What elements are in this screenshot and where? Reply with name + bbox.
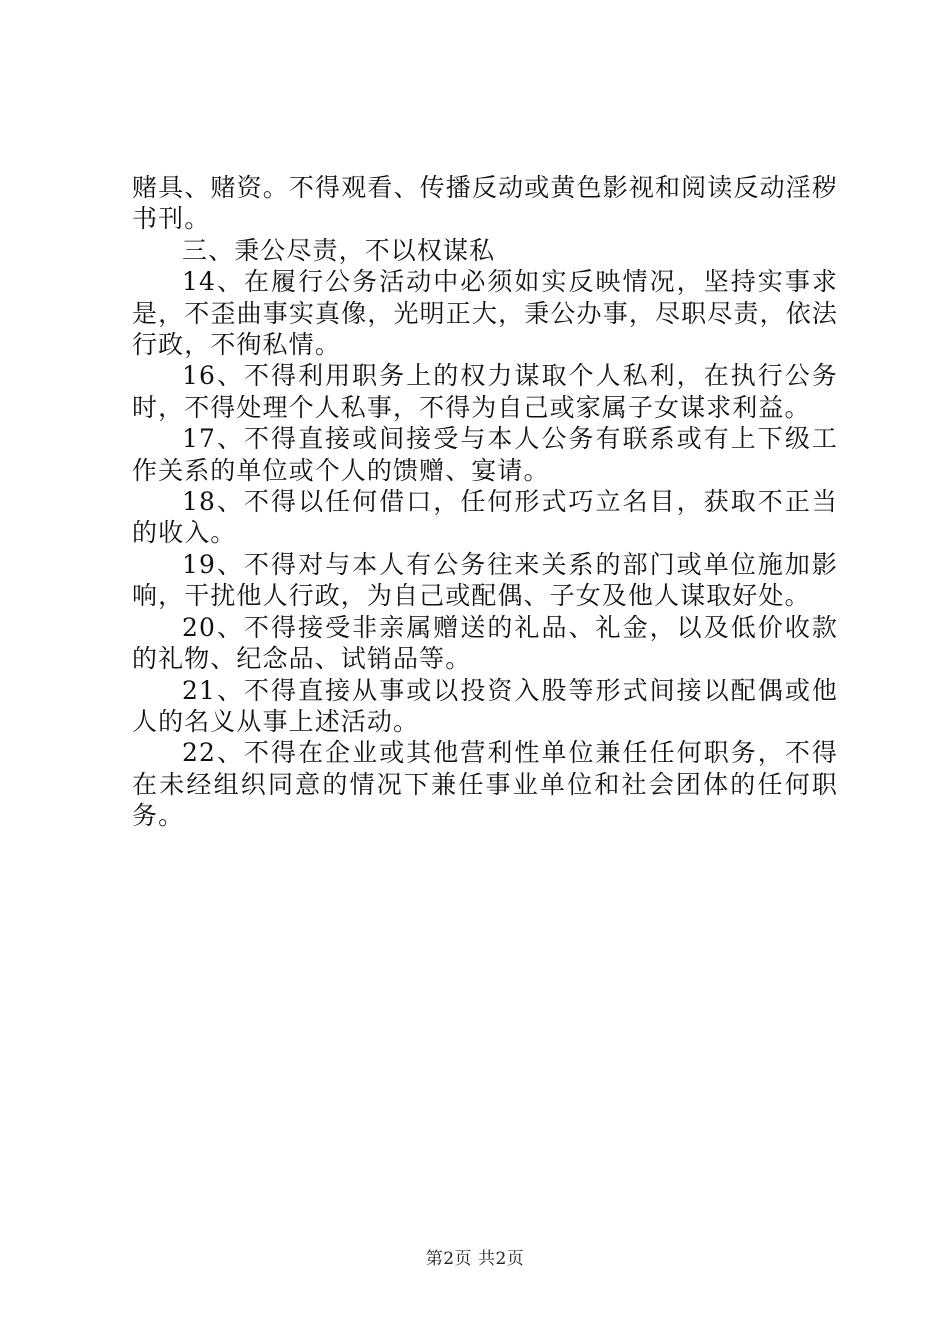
document-body — [132, 172, 838, 832]
rule-item-22: 22、不得在企业或其他营利性单位兼任任何职务，不得在未经组织同意的情况下兼任事业单位和社会团体的任何职务。 — [132, 738, 838, 831]
rule-item-21: 21、不得直接从事或以投资入股等形式间接以配偶或他人的名义从事上述活动。 — [132, 675, 838, 736]
rule-item-18: 18、不得以任何借口，任何形式巧立名目，获取不正当的收入。 — [132, 487, 838, 548]
page-footer — [0, 1244, 950, 1269]
rule-item-17: 17、不得直接或间接受与本人公务有联系或有上下级工作关系的单位或个人的馈赠、宴请。 — [132, 424, 838, 485]
rule-item-19: 19、不得对与本人有公务往来关系的部门或单位施加影响，干扰他人行政，为自己或配偶、子女及他人谋取好处。 — [132, 549, 838, 611]
section-heading: 三、秉公尽责，不以权谋私 — [182, 235, 496, 265]
rule-item-14: 14、在履行公务活动中必须如实反映情况，坚持实事求是，不歪曲事实真像，光明正大，秉公办事，尽职尽责，依法行政，不徇私情。 — [132, 267, 838, 360]
rule-item-20: 20、不得接受非亲属赠送的礼品、礼金，以及低价收款的礼物、纪念品、试销品等。 — [132, 612, 838, 674]
paragraph-continuation: 赌具、赌资。不得观看、传播反动或黄色影视和阅读反动淫秽书刊。 — [132, 173, 838, 234]
page-number-label: 第2页 共2页 — [425, 1249, 525, 1269]
rule-item-16: 16、不得利用职务上的权力谋取个人私利，在执行公务时，不得处理个人私事，不得为自己或家属子女谋求利益。 — [132, 361, 838, 422]
